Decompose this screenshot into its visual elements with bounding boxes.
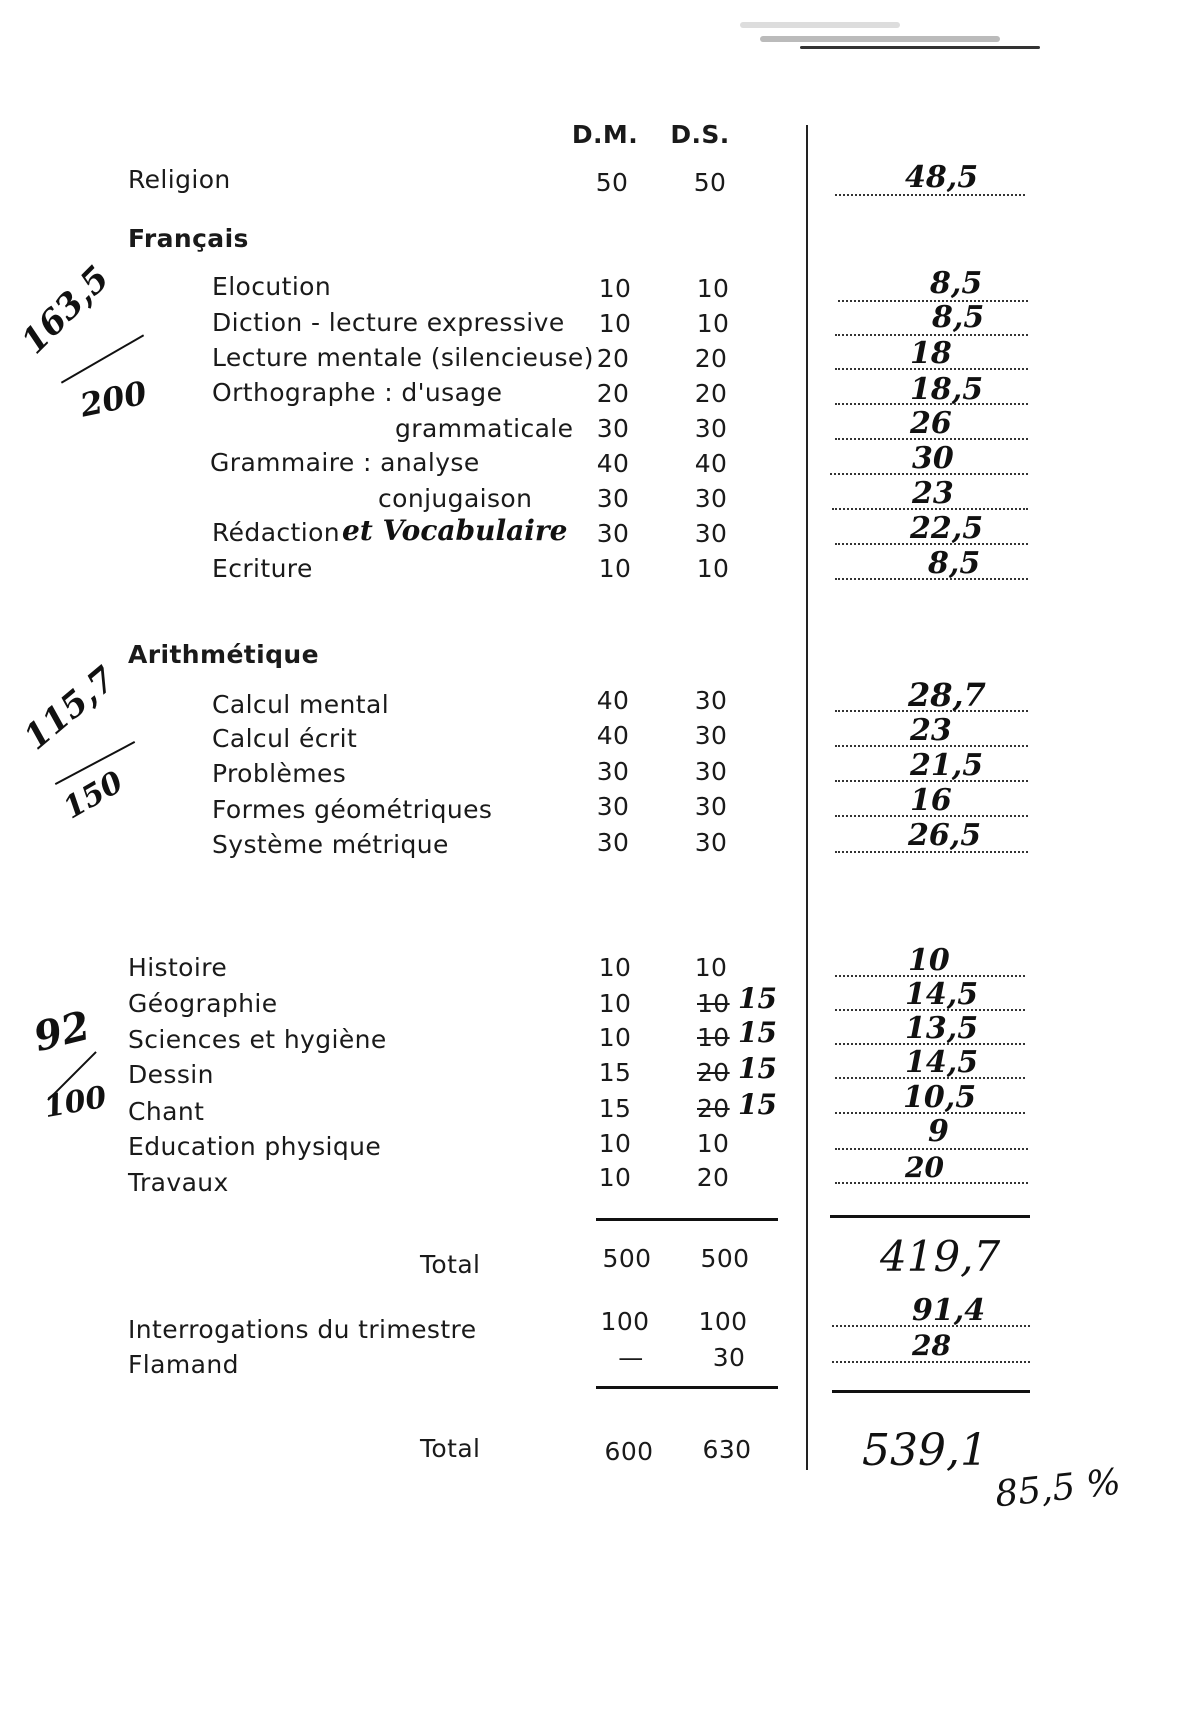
- total-ds: 630: [702, 1435, 752, 1464]
- score-handwritten: 8,5: [928, 546, 981, 581]
- dm-value: 30: [596, 757, 630, 786]
- total-rule: [596, 1386, 778, 1389]
- score-handwritten: 23: [910, 713, 952, 748]
- ds-value: 10: [696, 554, 730, 583]
- score-handwritten: 30: [912, 441, 954, 476]
- ds-value: 40: [694, 449, 728, 478]
- score-handwritten: 8,5: [930, 266, 983, 301]
- ds-value-struck: 10: [697, 989, 730, 1018]
- row-label: Calcul mental: [212, 690, 390, 719]
- subtotal-handwritten: 92: [29, 1001, 95, 1062]
- column-divider: [806, 125, 808, 1470]
- row-label: Chant: [128, 1097, 205, 1126]
- total-rule: [830, 1215, 1030, 1218]
- score-handwritten: 21,5: [910, 748, 984, 783]
- row-label: Problèmes: [212, 759, 347, 788]
- ds-value-handwritten: 15: [738, 1052, 777, 1085]
- dm-value: 10: [598, 554, 632, 583]
- score-handwritten: 26: [910, 406, 952, 441]
- total-label: Total: [420, 1250, 481, 1279]
- ds-value: 30: [712, 1343, 746, 1372]
- total-score-handwritten: 419,7: [880, 1232, 1001, 1281]
- ds-value-handwritten: 15: [738, 1016, 777, 1049]
- score-handwritten: 23: [912, 476, 954, 511]
- scan-smudge: [740, 22, 900, 28]
- dm-value: 30: [596, 792, 630, 821]
- row-label: grammaticale: [395, 414, 574, 443]
- row-label: Histoire: [128, 953, 228, 982]
- ds-value: 20: [694, 344, 728, 373]
- ds-value: 10: [696, 1129, 730, 1158]
- row-label: Elocution: [212, 272, 332, 301]
- row-label: Grammaire : analyse: [210, 448, 480, 477]
- ds-value: 10: [696, 309, 730, 338]
- dm-value: 20: [596, 344, 630, 373]
- section-heading-arithmetique: Arithmétique: [128, 640, 319, 669]
- dm-value: 50: [595, 168, 629, 197]
- total-rule: [832, 1390, 1030, 1393]
- subtotal-max-handwritten: 150: [57, 764, 130, 827]
- dm-value: 15: [598, 1094, 632, 1123]
- row-label: Dessin: [128, 1060, 214, 1089]
- column-header-ds: D.S.: [670, 120, 730, 149]
- score-handwritten: 16: [910, 783, 952, 818]
- ds-value-struck: 10: [697, 1023, 730, 1052]
- row-label: Orthographe : d'usage: [212, 378, 503, 407]
- ds-value: 30: [694, 721, 728, 750]
- dm-value: —: [618, 1343, 644, 1372]
- dm-value: 20: [596, 379, 630, 408]
- row-label: Rédaction: [212, 518, 341, 547]
- ds-value: 30: [694, 828, 728, 857]
- row-label: Sciences et hygiène: [128, 1025, 387, 1054]
- score-handwritten: 18,5: [910, 372, 984, 407]
- dm-value: 10: [598, 1023, 632, 1052]
- row-label: Interrogations du trimestre: [128, 1315, 477, 1344]
- scan-smudge: [800, 46, 1040, 49]
- total-score-handwritten: 539,1: [862, 1425, 988, 1476]
- subtotal-handwritten: 163,5: [13, 258, 118, 362]
- ds-value-struck: 20: [697, 1094, 730, 1123]
- dm-value: 30: [596, 414, 630, 443]
- dm-value: 10: [598, 1129, 632, 1158]
- row-label: Ecriture: [212, 554, 313, 583]
- dm-value: 10: [598, 309, 632, 338]
- score-handwritten: 13,5: [905, 1011, 979, 1046]
- total-ds: 500: [700, 1244, 750, 1273]
- score-handwritten: 14,5: [905, 977, 979, 1012]
- ds-value: 30: [694, 757, 728, 786]
- row-label: conjugaison: [378, 484, 533, 513]
- dm-value: 15: [598, 1058, 632, 1087]
- ds-value: 30: [694, 484, 728, 513]
- row-label: Formes géométriques: [212, 795, 493, 824]
- score-handwritten: 26,5: [908, 818, 982, 853]
- row-label: Diction - lecture expressive: [212, 308, 565, 337]
- ds-value: 30: [694, 519, 728, 548]
- subtotal-max-handwritten: 200: [76, 373, 151, 425]
- score-handwritten: 28,7: [908, 676, 986, 714]
- score-handwritten: 91,4: [912, 1293, 986, 1328]
- dm-value: 10: [598, 274, 632, 303]
- ds-value: 20: [696, 1163, 730, 1192]
- dm-value: 40: [596, 721, 630, 750]
- row-label: Calcul écrit: [212, 724, 358, 753]
- row-label: Système métrique: [212, 830, 449, 859]
- dm-value: 30: [596, 519, 630, 548]
- subtotal-max-handwritten: 100: [41, 1079, 110, 1126]
- ds-value-handwritten: 15: [738, 1088, 777, 1121]
- score-handwritten: 10,5: [903, 1080, 977, 1115]
- dm-value: 30: [596, 484, 630, 513]
- ds-value: 20: [694, 379, 728, 408]
- row-label: Travaux: [128, 1168, 229, 1197]
- scan-smudge: [760, 36, 1000, 42]
- ds-value-struck: 20: [697, 1058, 730, 1087]
- percentage-handwritten: 85,5 %: [993, 1461, 1123, 1516]
- dm-value: 10: [598, 953, 632, 982]
- column-header-dm: D.M.: [571, 120, 639, 149]
- score-handwritten: 28: [912, 1329, 951, 1362]
- total-dm: 500: [602, 1244, 652, 1273]
- score-handwritten: 9: [928, 1114, 949, 1149]
- label-handwritten-addition: et Vocabulaire: [342, 514, 568, 547]
- score-handwritten: 10: [908, 943, 950, 978]
- ds-value: 50: [693, 168, 727, 197]
- score-handwritten: 14,5: [905, 1045, 979, 1080]
- total-dm: 600: [604, 1437, 654, 1466]
- dm-value: 30: [596, 828, 630, 857]
- dm-value: 10: [598, 989, 632, 1018]
- dm-value: 40: [596, 686, 630, 715]
- score-handwritten: 22,5: [910, 511, 984, 546]
- row-label: Lecture mentale (silencieuse): [212, 343, 594, 372]
- row-label: Education physique: [128, 1132, 382, 1161]
- dm-value: 10: [598, 1163, 632, 1192]
- score-handwritten: 18: [910, 336, 952, 371]
- ds-value: 100: [698, 1307, 748, 1336]
- dm-value: 100: [600, 1307, 650, 1336]
- ds-value: 30: [694, 792, 728, 821]
- subtotal-handwritten: 115,7: [16, 658, 124, 758]
- total-label: Total: [420, 1434, 481, 1463]
- score-handwritten: 8,5: [932, 300, 985, 335]
- ds-value-handwritten: 15: [738, 982, 777, 1015]
- ds-value: 10: [696, 274, 730, 303]
- row-label: Géographie: [128, 989, 278, 1018]
- section-heading-francais: Français: [128, 224, 249, 253]
- ds-value: 30: [694, 686, 728, 715]
- total-rule: [596, 1218, 778, 1221]
- row-label: Flamand: [128, 1350, 239, 1379]
- ds-value: 30: [694, 414, 728, 443]
- score-handwritten: 20: [905, 1151, 944, 1184]
- score-handwritten: 48,5: [905, 160, 979, 195]
- row-label: Religion: [128, 165, 231, 194]
- dm-value: 40: [596, 449, 630, 478]
- ds-value: 10: [694, 953, 728, 982]
